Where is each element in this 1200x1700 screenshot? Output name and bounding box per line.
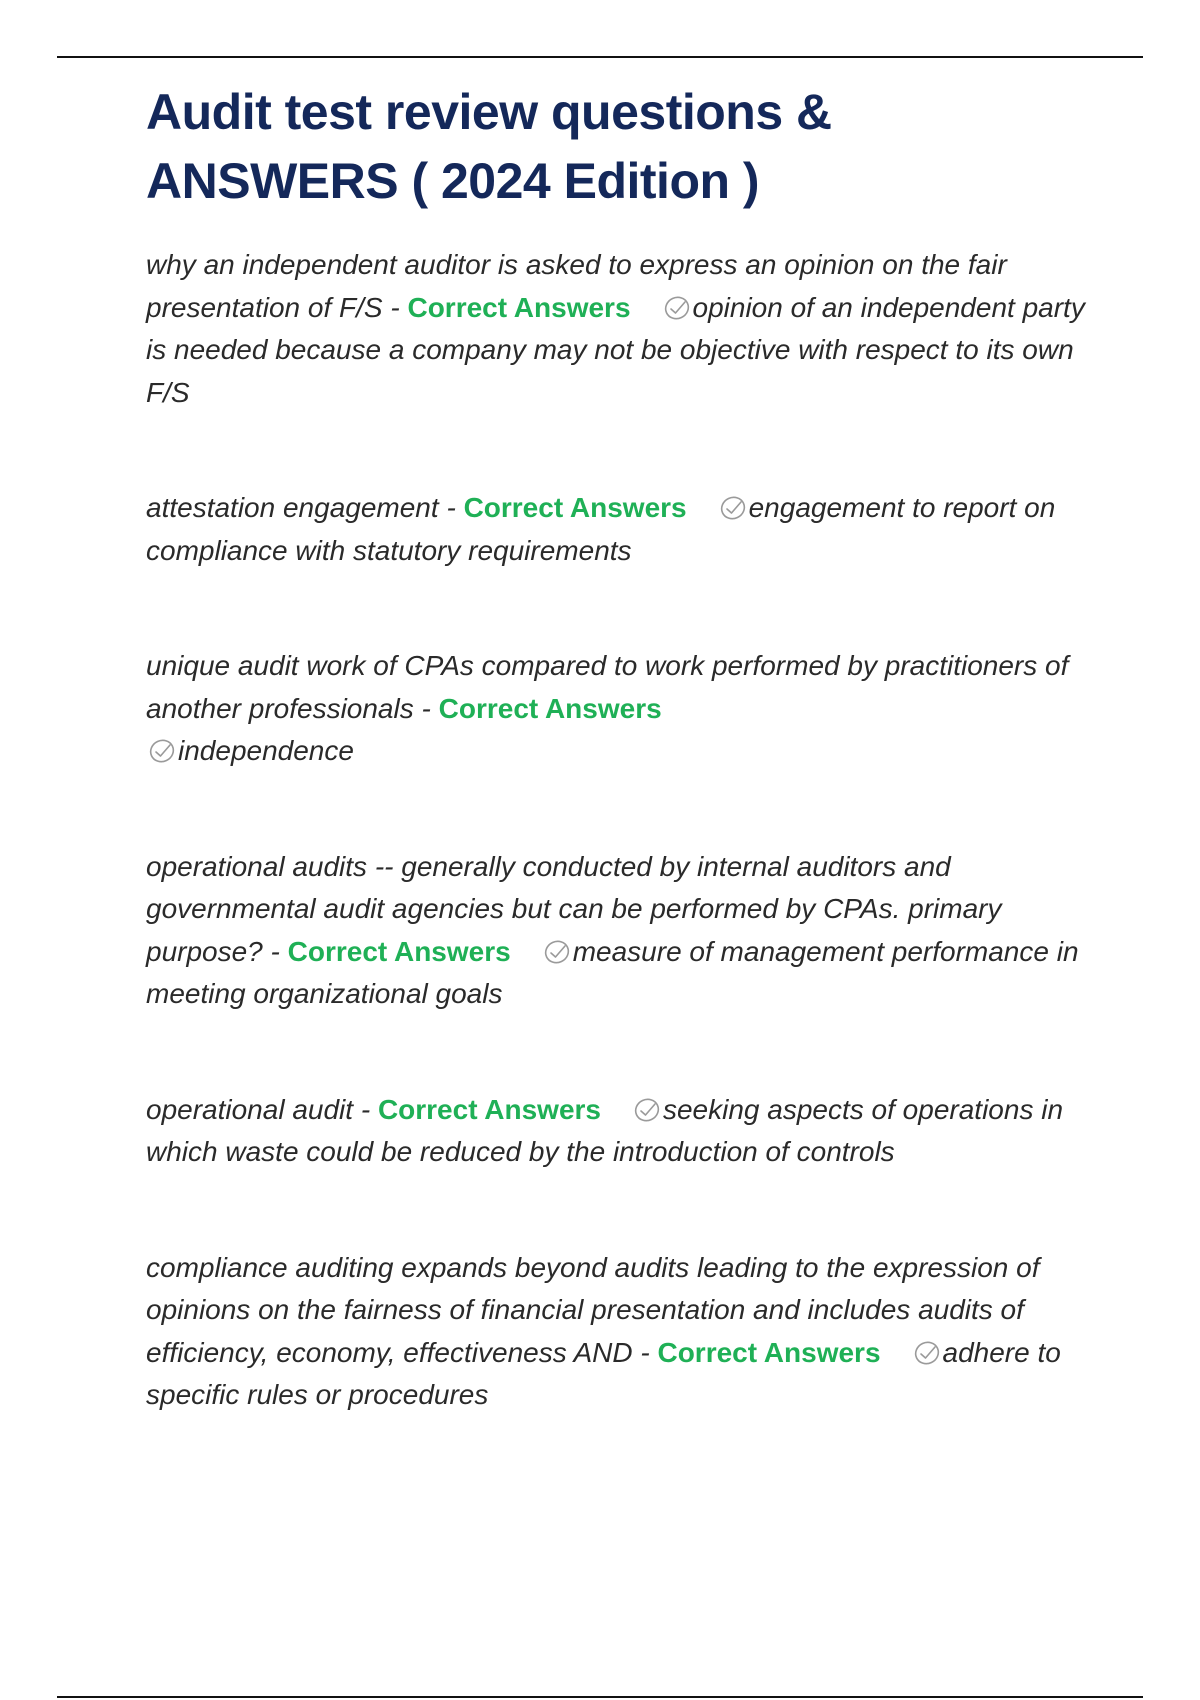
answer-text: adhere to specific rules or procedures (146, 1336, 1061, 1410)
check-circle-icon (543, 938, 573, 966)
qa-item: unique audit work of CPAs compared to work performed by practitioners of another professionals - Correct Answers independence (146, 650, 1069, 766)
question-text: unique audit work of CPAs compared to work performed by practitioners of another professionals (146, 650, 1069, 724)
qa-item: compliance auditing expands beyond audits leading to the expression of opinions on the fairness of financial presentation and includes audits of efficiency, economy, effectiveness AND - Correct Answers adhere to specific rules or procedures (146, 1251, 1061, 1410)
qa-item: operational audit - Correct Answers seeking aspects of operations in which waste could be reduced by the introduction of controls (146, 1093, 1064, 1167)
check-circle-icon (148, 737, 178, 765)
title-line-2: ANSWERS ( 2024 Edition ) (146, 153, 760, 209)
check-circle-icon (719, 494, 749, 522)
document-body (146, 78, 1086, 1417)
answer-text: independence (178, 735, 354, 766)
answer-text: seeking aspects of operations in which waste could be reduced by the introduction of controls (146, 1093, 1064, 1167)
correct-answers-label: Correct Answers (438, 692, 662, 724)
question-text: operational audits -- generally conducted by internal auditors and governmental audit agencies but can be performed by CPAs. primary purpose? (146, 850, 1002, 967)
correct-answers-label: Correct Answers (463, 492, 687, 523)
question-text: why an independent auditor is asked to express an opinion on the fair presentation of F/S (146, 249, 1007, 323)
question-text: operational audit (146, 1093, 354, 1125)
answer-text: engagement to report on compliance with statutory requirements (146, 492, 1056, 566)
page-title (146, 78, 1086, 216)
question-text: compliance auditing expands beyond audits leading to the expression of opinions on the fairness of financial presentation and includes audits of efficiency, economy, effectiveness AND (146, 1251, 1040, 1368)
answer-text: measure of management performance in meeting organizational goals (146, 935, 1079, 1009)
question-text: attestation engagement (146, 492, 439, 523)
correct-answers-label: Correct Answers (287, 935, 511, 967)
qa-item: operational audits -- generally conducted by internal auditors and governmental audit agencies but can be performed by CPAs. primary purpose? - Correct Answers measure of management performance in meeting organizational goals (146, 850, 1079, 1009)
check-circle-icon (913, 1339, 943, 1367)
bottom-rule (57, 1696, 1143, 1698)
correct-answers-label: Correct Answers (407, 291, 631, 323)
qa-item: attestation engagement - Correct Answers engagement to report on compliance with statutory requirements (146, 492, 1056, 566)
correct-answers-label: Correct Answers (377, 1093, 601, 1125)
top-rule (57, 56, 1143, 58)
answer-text: opinion of an independent party is needed because a company may not be objective with respect to its own F/S (146, 291, 1085, 408)
correct-answers-label: Correct Answers (657, 1336, 881, 1368)
qa-item: why an independent auditor is asked to express an opinion on the fair presentation of F/S - Correct Answers opinion of an independent party is needed because a company may not be objective with respect to its own F/S (146, 249, 1085, 408)
title-line-1: Audit test review questions & (146, 84, 832, 140)
check-circle-icon (633, 1096, 663, 1124)
check-circle-icon (663, 294, 693, 322)
